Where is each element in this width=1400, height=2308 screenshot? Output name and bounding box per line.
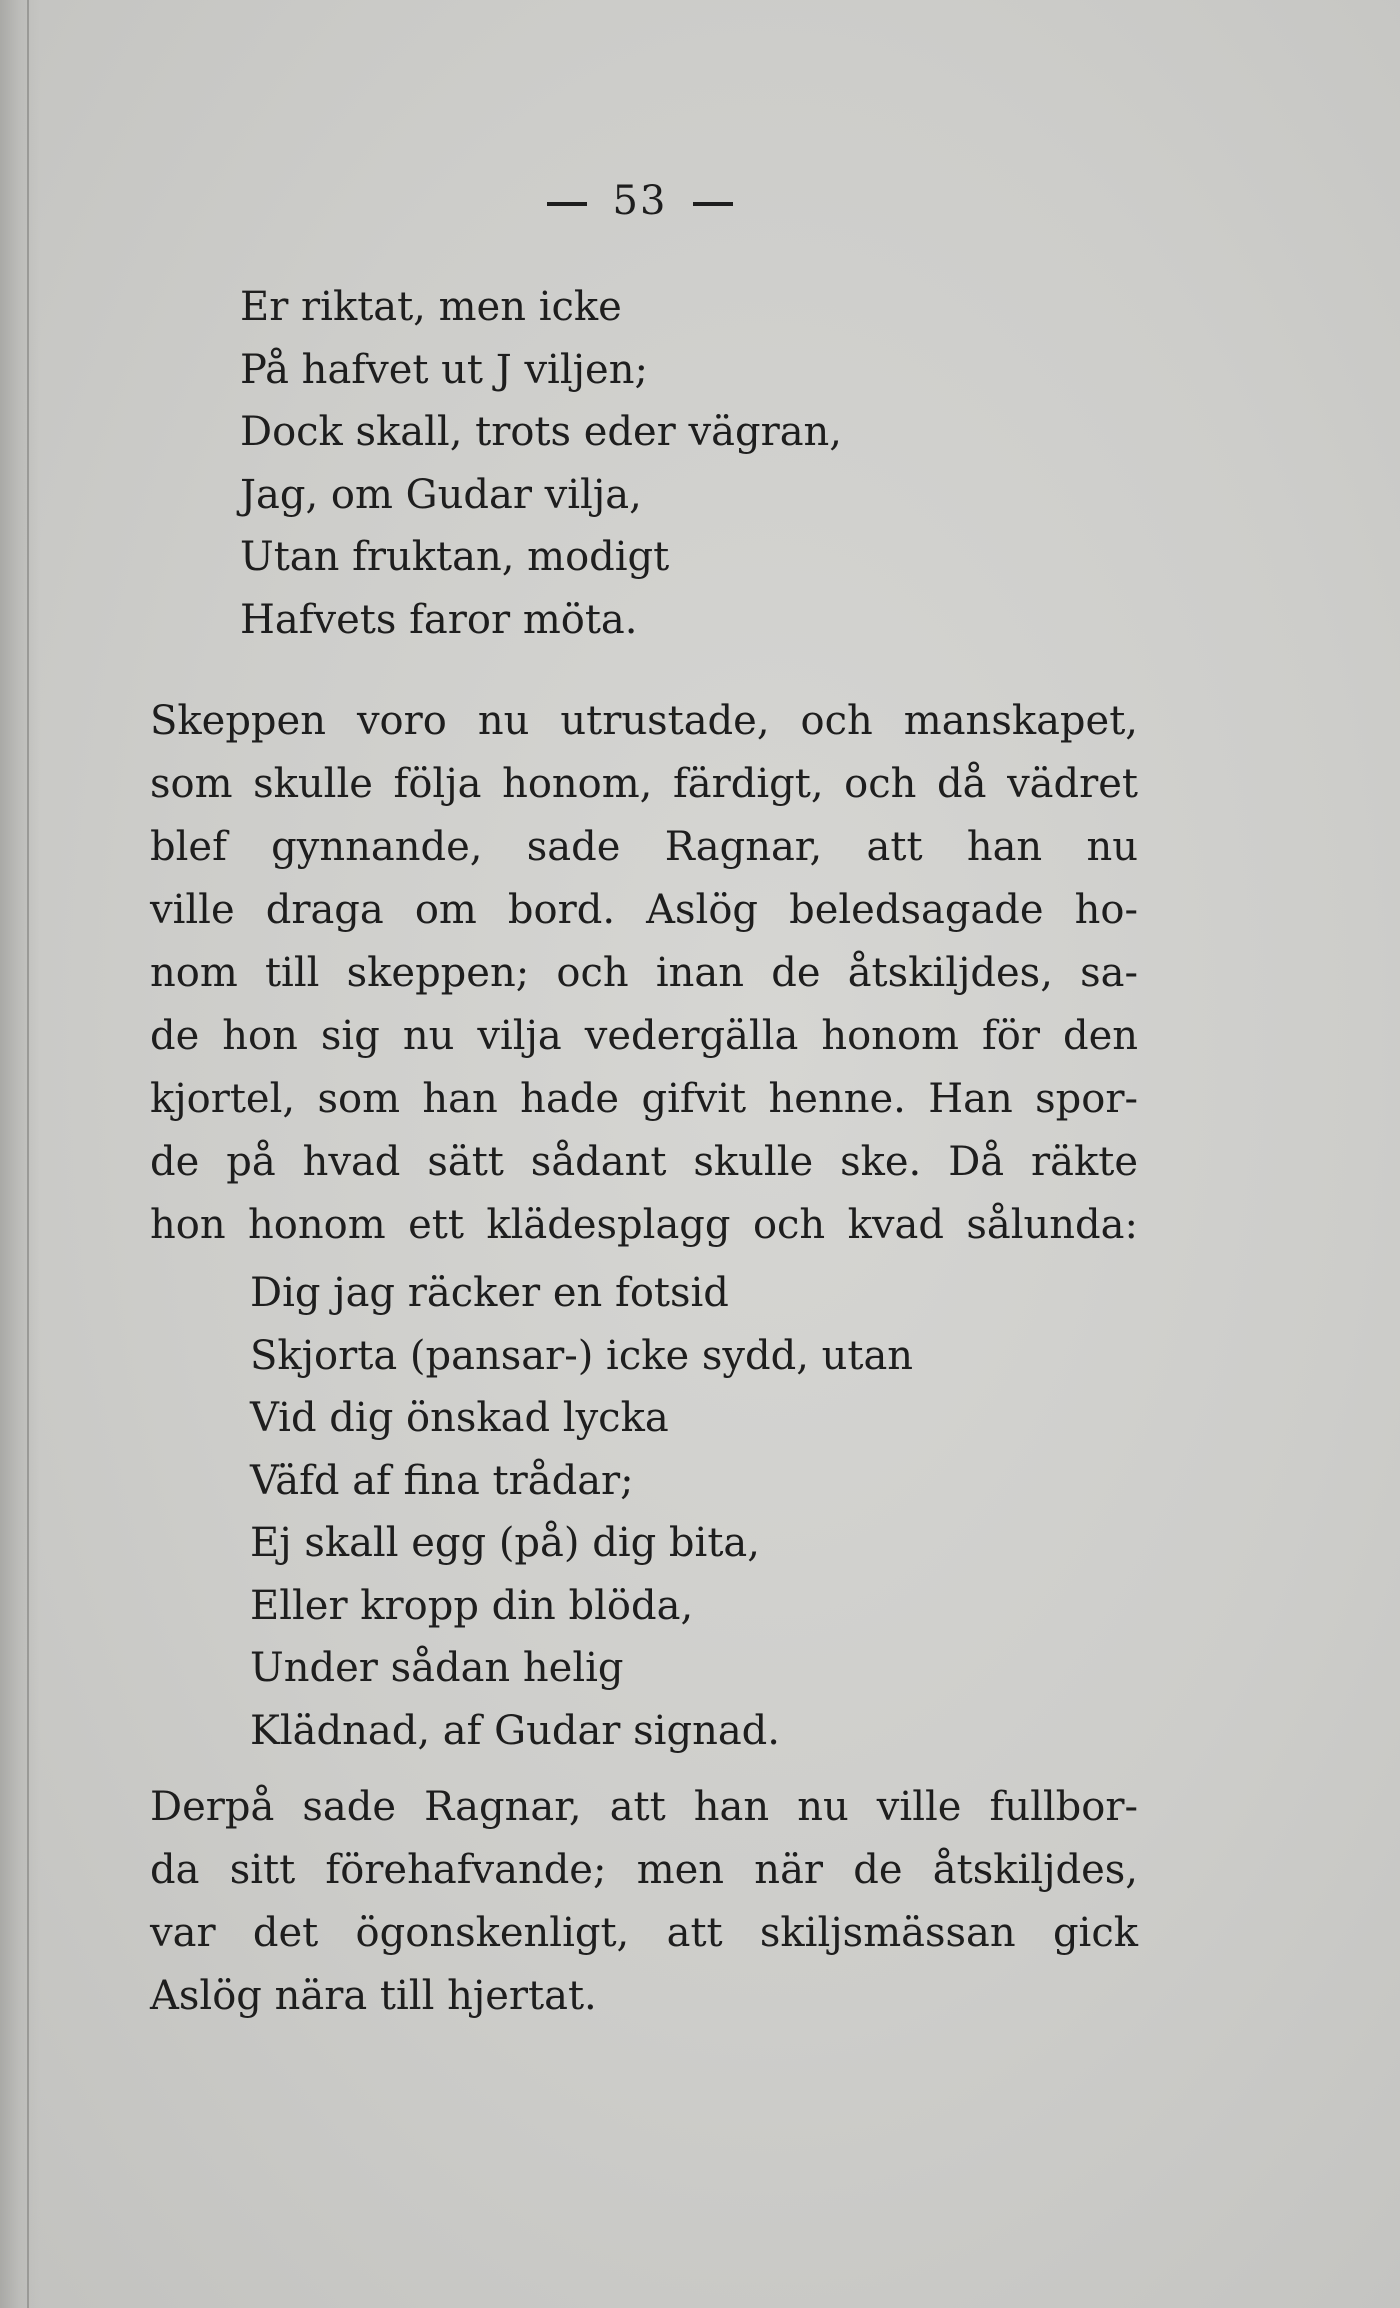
prose-line: da sitt förehafvande; men när de åtskiljdes, <box>150 1847 1138 1893</box>
verse-line: Dock skall, trots eder vägran, <box>240 409 843 455</box>
verse-stanza-1 <box>240 276 842 651</box>
verse-line: Eller kropp din blöda, <box>250 1582 694 1629</box>
prose-line: nom till skeppen; och inan de åtskiljdes, sa- <box>150 950 1138 996</box>
verse-line: Under sådan helig <box>250 1645 624 1691</box>
verse-line: Hafvets faror möta. <box>240 596 638 643</box>
verse-line: På hafvet ut J viljen; <box>240 346 648 393</box>
prose-line: Derpå sade Ragnar, att han nu ville fullbor- <box>150 1784 1138 1830</box>
prose-line: var det ögonskenligt, att skiljsmässan gick <box>150 1910 1138 1956</box>
prose-paragraph-2 <box>150 1776 1138 2028</box>
verse-line: Dig jag räcker en fotsid <box>250 1270 729 1316</box>
verse-line: Skjorta (pansar-) icke sydd, utan <box>250 1332 914 1379</box>
prose-line: de hon sig nu vilja vedergälla honom för den <box>150 1013 1138 1059</box>
verse-line: Utan fruktan, modigt <box>240 534 670 580</box>
prose-line: kjortel, som han hade gifvit henne. Han spor- <box>150 1076 1138 1122</box>
prose-line: Aslög nära till hjertat. <box>150 1973 597 2019</box>
header-dash-left <box>547 202 587 206</box>
verse-line: Klädnad, af Gudar signad. <box>250 1707 780 1754</box>
verse-line: Er riktat, men icke <box>240 284 622 330</box>
header-dash-right <box>693 202 733 206</box>
spine-shadow <box>0 0 40 2308</box>
verse-line: Väfd af fina trådar; <box>250 1457 634 1504</box>
prose-paragraph-1 <box>150 690 1138 1257</box>
verse-line: Vid dig önskad lycka <box>250 1395 669 1441</box>
verse-line: Jag, om Gudar vilja, <box>240 471 642 518</box>
verse-line: Ej skall egg (på) dig bita, <box>250 1520 760 1566</box>
page-header <box>0 178 1280 224</box>
verse-stanza-2 <box>250 1262 913 1762</box>
prose-line: de på hvad sätt sådant skulle ske. Då räkte <box>150 1139 1138 1185</box>
prose-line: ville draga om bord. Aslög beledsagade ho- <box>150 887 1138 933</box>
prose-line: som skulle följa honom, färdigt, och då vädret <box>150 761 1138 807</box>
page-number: 53 <box>612 178 668 224</box>
prose-line: hon honom ett klädesplagg och kvad sålunda: <box>150 1202 1138 1248</box>
prose-line: blef gynnande, sade Ragnar, att han nu <box>150 824 1138 870</box>
spine-edge <box>27 0 29 2308</box>
prose-line: Skeppen voro nu utrustade, och manskapet, <box>150 698 1138 744</box>
